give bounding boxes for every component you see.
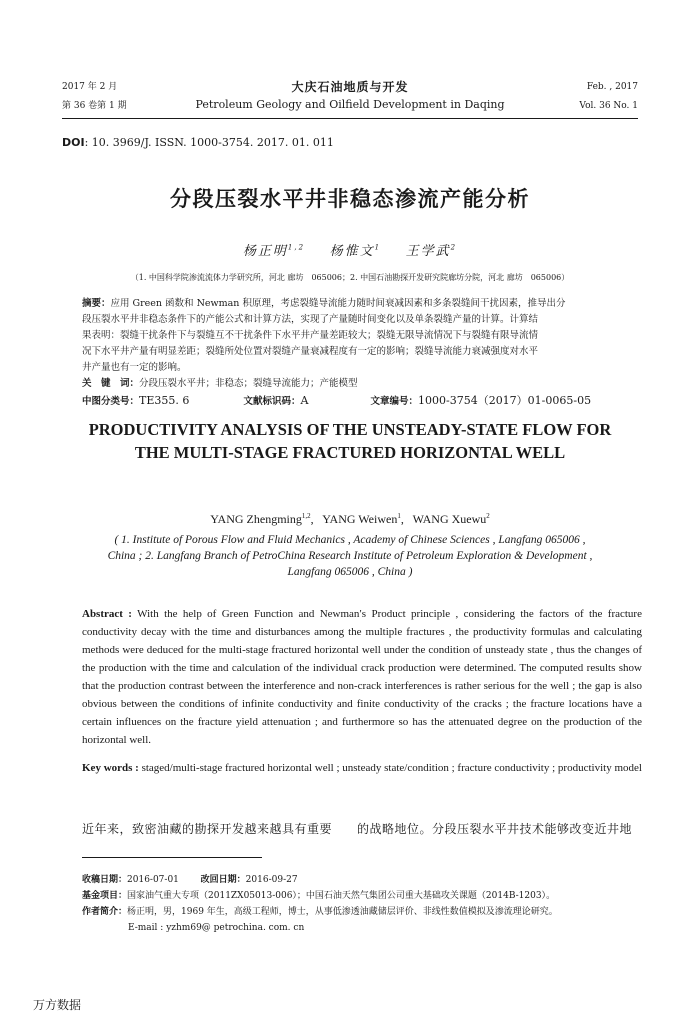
watermark: 万方数据 [33, 998, 82, 1012]
page-title-cn: 分段压裂水平井非稳态渗流产能分析 [170, 187, 530, 211]
classification-line [82, 393, 642, 410]
affiliation-en-line: Langfang 065006 , China ) [287, 566, 413, 578]
clc-value: TE355. 6 [139, 394, 190, 407]
doc-code-value: A [300, 394, 309, 407]
abstract-en-text: With the help of Green Function and Newman′s Product principle , considering the factors of the fracture conductivity decay with the time and disturbances among the multiple fractures , the productivity formulas and calculating methods were deduced for the multi-stage fractured horizontal well under the condition of unsteady state , thus the changes of the production with the time and calculation of the individual crack production were determined. The computed results show that the production contrast between the interference and non-crack interferences is rather serious for the well ; the gap is also obvious between the conditions of infinite conductivity and finite conductivity of the cracks ; the fracture locations have a certain influences on the fracture yield attenuation ; and furthermore so has the attenuated degree on the production of the horizontal well. [82, 608, 642, 746]
header-date-en: Feb. , 2017 [586, 82, 638, 92]
received-value: 2016-07-01 [127, 875, 179, 885]
author-bio-label: 作者简介： [82, 907, 128, 917]
keywords-en-text: staged/multi-stage fractured horizontal well ; unsteady state/condition ; fracture conductivity ; productivity model [138, 762, 642, 774]
abstract-cn-line: 段压裂水平井非稳态条件下的产能公式和计算方法，实现了产量随时间变化以及单条裂缝产量的计算。计算结 [82, 314, 539, 325]
fund-value: 国家油气重大专项（2011ZX05013-006）；中国石油天然气集团公司重大基础攻关课题（2014B-1203）。 [127, 891, 556, 901]
keywords-cn-label: 关 键 词： [82, 378, 140, 389]
authors-en: YANG Zhengming$^{1,2}$, YANG Weiwen$^1$, WANG Xuewu$^2$ [210, 512, 490, 526]
keywords-cn-value: 分段压裂水平井；非稳态；裂缝导流能力；产能模型 [139, 378, 358, 389]
header-volume-cn: 第 36 卷第 1 期 [62, 101, 127, 111]
article-number-value: 1000-3754（2017）01-0065-05 [417, 394, 592, 407]
author-cn-2: 杨惟文 [329, 244, 375, 259]
doi-value: 10. 3969/J. ISSN. 1000-3754. 2017. 01. 011 [91, 136, 334, 149]
author-cn-1: 杨正明 [242, 244, 288, 259]
body-first-line: 近年来，致密油藏的勘探开发越来越具有重要 的战略地位。分段压裂水平井技术能够改变近井地 [82, 822, 633, 836]
header-date-cn: 2017 年 2 月 [62, 82, 118, 92]
abstract-cn-line: 应用 Green 函数和 Newman 积原理，考虑裂缝导流能力随时间衰减因素和多条裂缝间干扰因素，推导出分 [110, 298, 566, 309]
received-label: 收稿日期： [82, 875, 128, 885]
article-number-label: 文章编号： [370, 396, 418, 407]
abstract-cn-line: 况下水平井产量有明显差距；裂缝所处位置对裂缝产量衰减程度有一定的影响；裂缝导流能力衰减强度对水平 [82, 346, 539, 357]
doi-label: DOI [62, 136, 85, 149]
page-title-en [50, 418, 650, 464]
doc-code-label: 文献标识码： [243, 396, 301, 407]
affiliation-en-line: ( 1. Institute of Porous Flow and Fluid Mechanics , Academy of Chinese Sciences , Langfang 065006 , [114, 534, 586, 546]
author-email[interactable]: E-mail : yzhm69@ petrochina. com. cn [128, 923, 305, 933]
abstract-cn-line: 井产量也有一定的影响。 [82, 362, 187, 373]
title-en-line: PRODUCTIVITY ANALYSIS OF THE UNSTEADY-STATE FLOW FOR [88, 420, 612, 439]
author-bio-value: 杨正明，男，1969 年生，高级工程师，博士，从事低渗透油藏储层评价、非线性数值模拟及渗流理论研究。 [127, 907, 558, 917]
revised-label: 改回日期： [200, 875, 246, 885]
keywords-en [82, 759, 642, 777]
affiliation-en-line: China ; 2. Langfang Branch of PetroChina Research Institute of Petroleum Exploration & Development , [107, 550, 593, 562]
header-volume-en: Vol. 36 No. 1 [579, 101, 638, 111]
affiliation-cn: （1. 中国科学院渗流流体力学研究所，河北 廊坊 065006；2. 中国石油勘探开发研究院廊坊分院，河北 廊坊 065006） [130, 273, 570, 282]
header-journal-en: Petroleum Geology and Oilfield Development in Daqing [195, 98, 505, 111]
author-en-3: WANG Xuewu [412, 512, 487, 526]
author-en-1: YANG Zhengming [210, 512, 302, 526]
keywords-cn [82, 376, 358, 392]
revised-value: 2016-09-27 [245, 875, 298, 885]
abstract-en-label: Abstract : [82, 608, 132, 620]
title-en-line: THE MULTI-STAGE FRACTURED HORIZONTAL WELL [134, 443, 566, 462]
footnote-rule [82, 857, 262, 858]
footnotes [82, 872, 642, 936]
header-rule [62, 118, 638, 119]
author-cn-3: 王学武 [405, 244, 451, 259]
abstract-cn [82, 296, 642, 376]
doi: DOI: 10. 3969/J. ISSN. 1000-3754. 2017. 01. 011 [62, 136, 334, 149]
keywords-en-label: Key words : [82, 762, 139, 774]
abstract-cn-label: 摘要： [82, 298, 111, 309]
clc-label: 中图分类号： [82, 396, 140, 407]
header-journal-cn: 大庆石油地质与开发 [291, 80, 409, 94]
abstract-en [82, 605, 642, 749]
fund-label: 基金项目： [82, 891, 128, 901]
authors-cn: 杨正明$^{1,2}$ 杨惟文$^1$ 王学武$^2$ [242, 243, 458, 259]
author-en-2: YANG Weiwen [322, 512, 398, 526]
affiliation-en [60, 532, 640, 580]
abstract-cn-line: 果表明：裂缝干扰条件下与裂缝互不干扰条件下水平井产量差距较大；裂缝无限导流情况下与裂缝有限导流情 [82, 330, 539, 341]
